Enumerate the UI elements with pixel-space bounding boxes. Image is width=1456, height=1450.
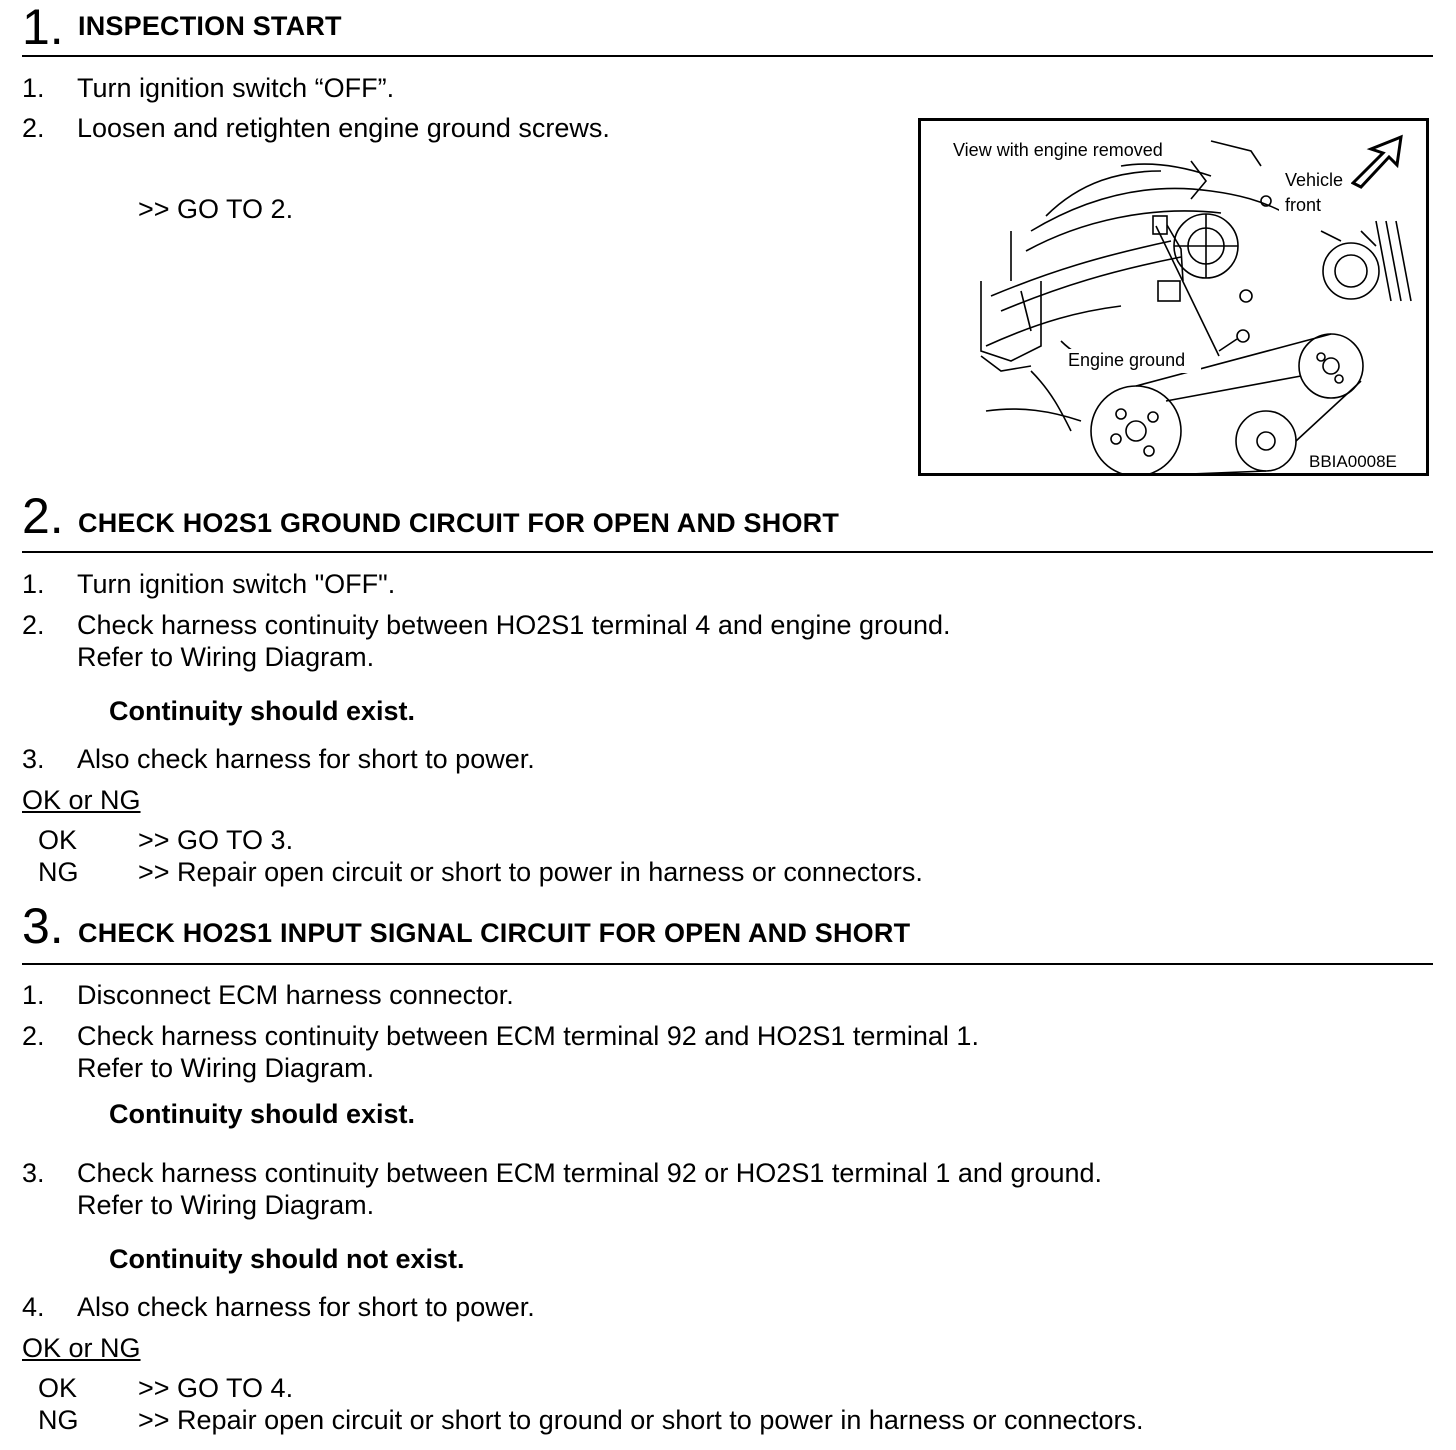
step-1-number: 1. (22, 0, 64, 55)
step-3-result-label: OK or NG (22, 1333, 141, 1363)
step-3-number: 3. (22, 898, 64, 954)
figure-code: BBIA0008E (1309, 452, 1397, 471)
step-3-item-1-num: 1. (22, 980, 45, 1010)
step-2-number: 2. (22, 488, 64, 544)
step-1-item-1-text: Turn ignition switch “OFF”. (77, 73, 395, 103)
figure-vehicle-label: Vehicle (1285, 170, 1344, 190)
step-2-ok-label: OK (38, 825, 78, 855)
step-2-item-3-num: 3. (22, 744, 45, 774)
step-2-divider (22, 551, 1433, 553)
step-2-ok-action: >> GO TO 3. (138, 825, 294, 855)
step-3-item-1-text: Disconnect ECM harness connector. (77, 980, 514, 1010)
step-2-item-2-text: Check harness continuity between HO2S1 terminal 4 and engine ground. (77, 610, 951, 640)
step-2-item-3-text: Also check harness for short to power. (77, 744, 535, 774)
step-3-item-2-sub: Refer to Wiring Diagram. (77, 1053, 375, 1083)
step-3-ok-label: OK (38, 1373, 78, 1403)
step-1-item-1-num: 1. (22, 73, 45, 103)
engine-ground-figure (918, 118, 1429, 476)
step-3-title: CHECK HO2S1 INPUT SIGNAL CIRCUIT FOR OPEN AND SHORT (78, 918, 911, 948)
vehicle-front-arrow-icon (1353, 137, 1401, 187)
step-2-item-2-sub: Refer to Wiring Diagram. (77, 642, 375, 672)
step-3-item-3-num: 3. (22, 1158, 45, 1188)
step-2-spec: Continuity should exist. (109, 696, 416, 726)
step-3-ng-action: >> Repair open circuit or short to ground or short to power in harness or connectors. (138, 1405, 1144, 1435)
step-3-item-4-num: 4. (22, 1292, 45, 1322)
step-3-item-4-text: Also check harness for short to power. (77, 1292, 535, 1322)
step-3-ng-label: NG (38, 1405, 79, 1435)
step-2-ng-action: >> Repair open circuit or short to power in harness or connectors. (138, 857, 923, 887)
step-3-item-3-text: Check harness continuity between ECM terminal 92 or HO2S1 terminal 1 and ground. (77, 1158, 1103, 1188)
figure-caption: View with engine removed (953, 140, 1163, 160)
step-3-divider (22, 963, 1433, 965)
step-3-spec-exist: Continuity should exist. (109, 1099, 416, 1129)
figure-front-label: front (1285, 195, 1322, 215)
step-1-item-2-num: 2. (22, 113, 45, 143)
step-1-title: INSPECTION START (78, 11, 342, 41)
step-2-result-label: OK or NG (22, 785, 141, 815)
step-1-divider (22, 55, 1433, 57)
step-2-item-1-text: Turn ignition switch "OFF". (77, 569, 396, 599)
step-2-item-1-num: 1. (22, 569, 45, 599)
step-3-spec-not-exist: Continuity should not exist. (109, 1244, 465, 1274)
step-1-goto: >> GO TO 2. (138, 194, 294, 224)
step-3-ok-action: >> GO TO 4. (138, 1373, 294, 1403)
engine-illustration (921, 121, 1426, 473)
step-2-item-2-num: 2. (22, 610, 45, 640)
step-2-ng-label: NG (38, 857, 79, 887)
step-3-item-2-num: 2. (22, 1021, 45, 1051)
step-3-item-2-text: Check harness continuity between ECM terminal 92 and HO2S1 terminal 1. (77, 1021, 979, 1051)
figure-engine-ground-label: Engine ground (1068, 350, 1186, 370)
step-2-title: CHECK HO2S1 GROUND CIRCUIT FOR OPEN AND SHORT (78, 508, 840, 538)
step-3-item-3-sub: Refer to Wiring Diagram. (77, 1190, 375, 1220)
step-1-item-2-text: Loosen and retighten engine ground screws. (77, 113, 610, 143)
